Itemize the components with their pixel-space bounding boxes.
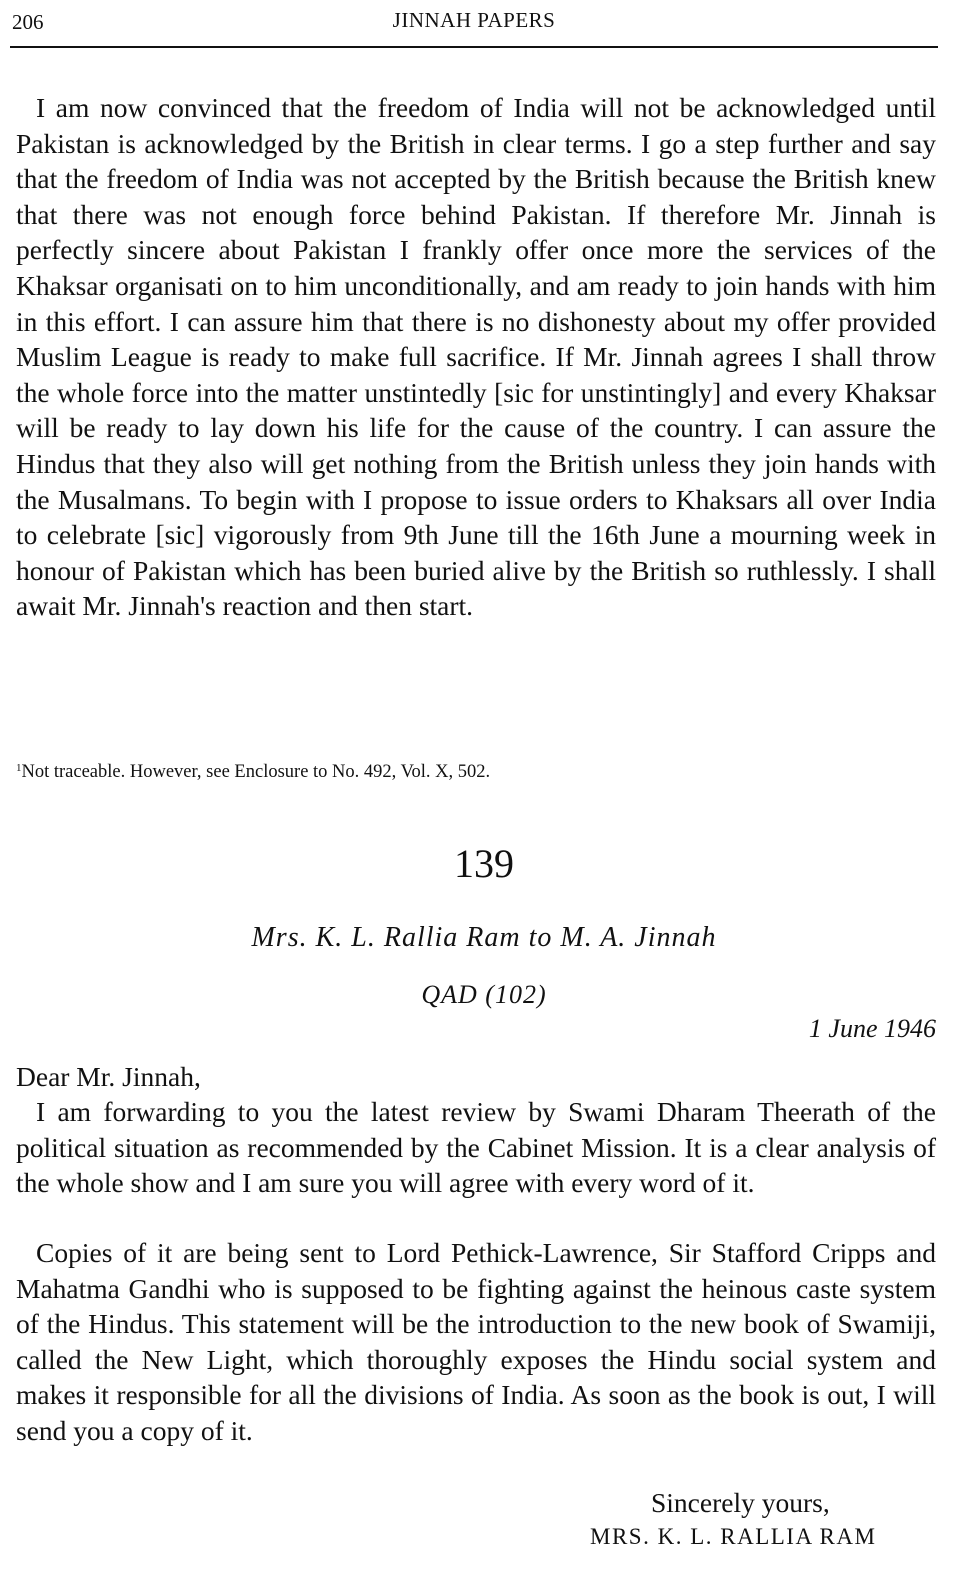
footnote-text: Not traceable. However, see Enclosure to No. 492, Vol. X, 502.: [21, 762, 491, 782]
letter-closing: Sincerely yours,: [651, 1487, 830, 1518]
continued-paragraph: I am now convinced that the freedom of India will not be acknowledged until Pakistan is acknowledged by the British in clear terms. I go a step further and say that the freedom of India was not accepted by the British because the British knew that there was not enough force behind Pakistan. If therefore Mr. Jinnah is perfectly sincere about Pakistan I frankly offer once more the services of the Khaksar organisati on to him unconditionally, and am ready to join hands with him in this effort. I can assure him that there is no dishonesty about my offer provided Muslim League is ready to make full sacrifice. If Mr. Jinnah agrees I shall throw the whole force into the matter unstintedly [sic for unstintingly] and every Khaksar will be ready to lay down his life for the cause of the country. I can assure the Hindus that they also will get nothing from the British unless they join hands with the Musalmans. To begin with I propose to issue orders to Khaksars all over India to celebrate [sic] vigorously from 9th June till the 16th June a mourning week in honour of Pakistan which has been buried alive by the British so ruthlessly. I shall await Mr. Jinnah's reaction and then start.: [16, 92, 936, 622]
letter-signature: MRS. K. L. RALLIA RAM: [590, 1524, 877, 1549]
letter-paragraph: Copies of it are being sent to Lord Pethick-Lawrence, Sir Stafford Cripps and Mahatma Gandhi who is supposed to be fighting against the heinous caste system of the Hindus. This statement will be the introduction to the new book of Swamiji, called the New Light, which thoroughly exposes the Hindu social system and makes it responsible for all the divisions of India. As soon as the book is out, I will send you a copy of it.: [16, 1237, 936, 1446]
letter-date: 1 June 1946: [808, 1014, 936, 1043]
book-title: JINNAH PAPERS: [392, 8, 556, 32]
page-number: 206: [12, 10, 44, 34]
header-divider: [10, 46, 938, 48]
document-heading: Mrs. K. L. Rallia Ram to M. A. Jinnah: [251, 922, 717, 953]
document-source: QAD (102): [421, 980, 547, 1009]
letter-salutation: Dear Mr. Jinnah,: [16, 1061, 201, 1092]
document-number: 139: [454, 841, 514, 886]
footnote-marker: 1: [16, 762, 22, 774]
footnote: [16, 762, 490, 783]
running-head: [12, 8, 936, 42]
letter-paragraph: I am forwarding to you the latest review by Swami Dharam Theerath of the political situation as recommended by the Cabinet Mission. It is a clear analysis of the whole show and I am sure you will agree with every word of it.: [16, 1096, 936, 1199]
